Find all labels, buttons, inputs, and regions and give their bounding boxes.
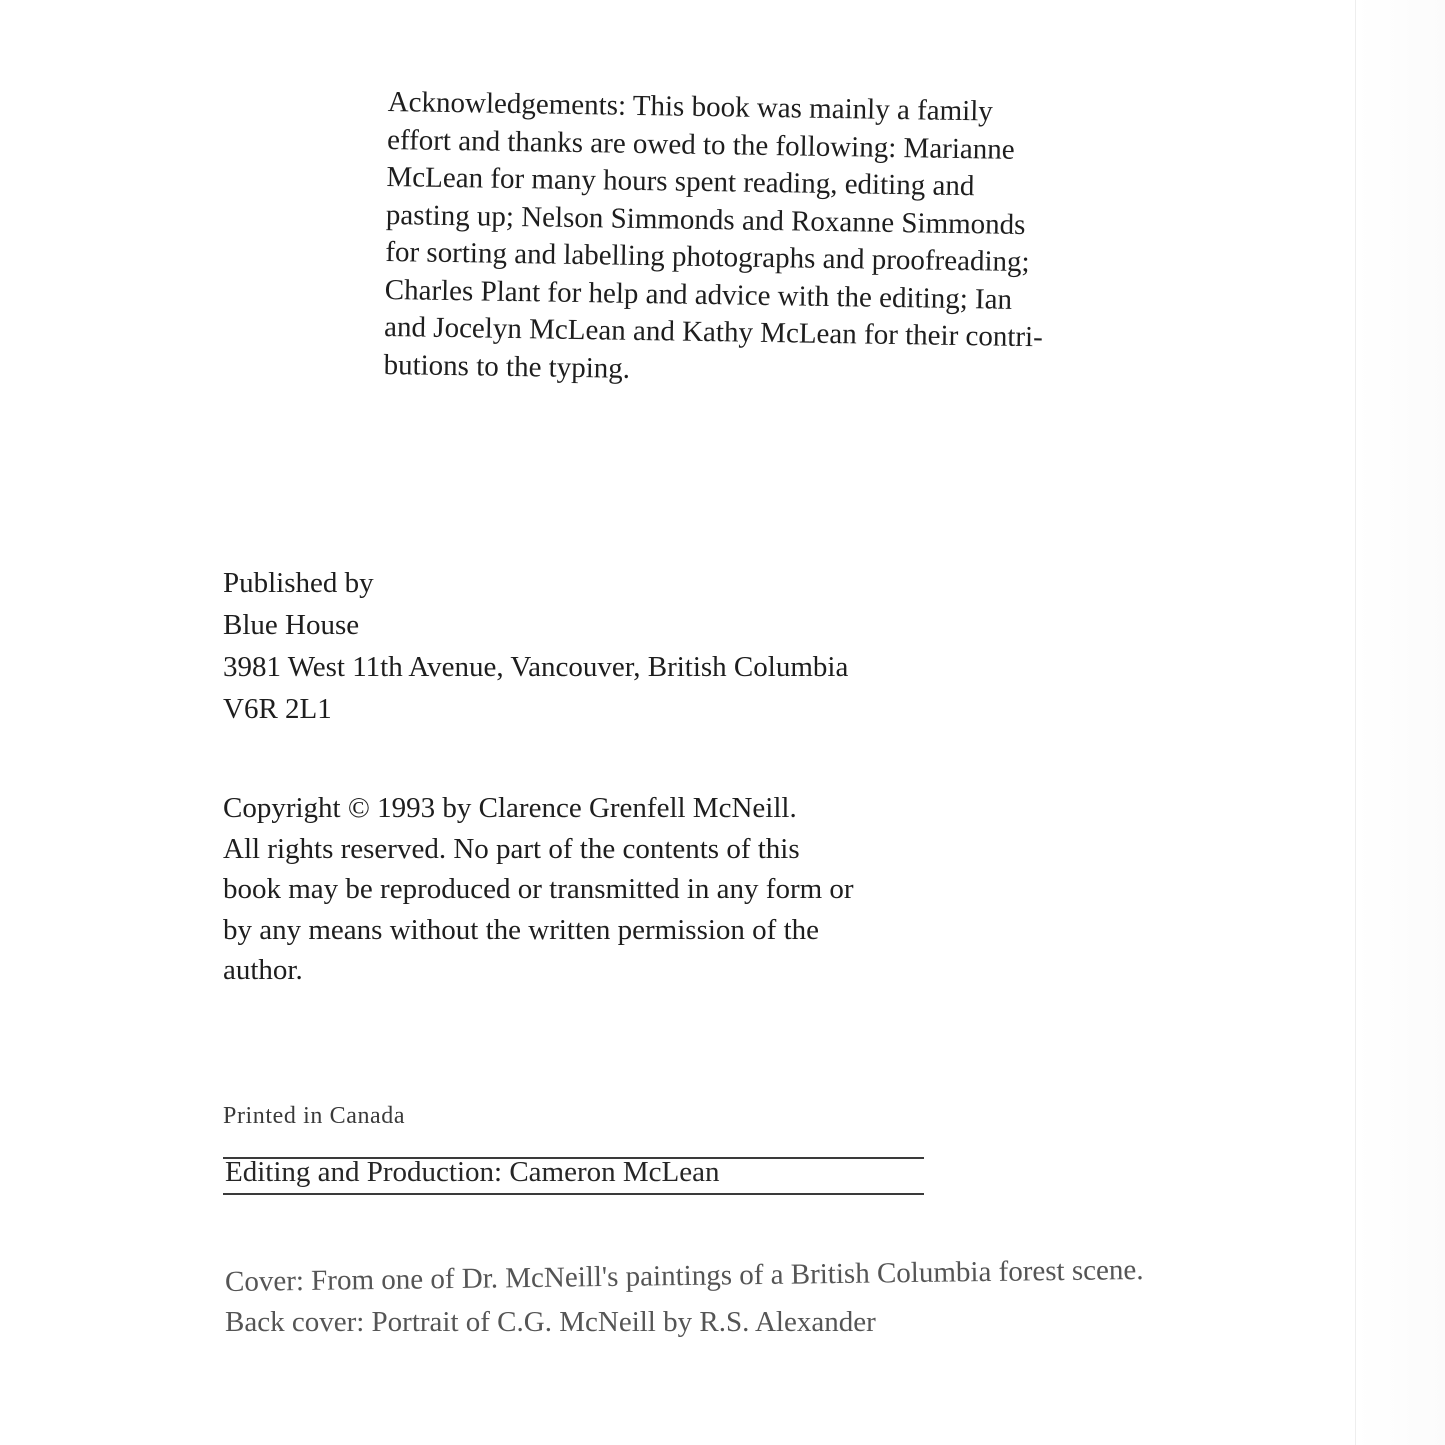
publisher-address: 3981 West 11th Avenue, Vancouver, British Columbia [223,651,849,683]
page-edge [1355,0,1445,1445]
acknowledgements-line: McLean for many hours spent reading, editing and [386,160,975,203]
acknowledgements-line: effort and thanks are owed to the following: Marianne [386,123,1015,166]
acknowledgements-line: butions to the typing. [383,348,631,385]
publisher-block [223,562,848,730]
copyright-line: Copyright © 1993 by Clarence Grenfell McNeill. [223,792,797,824]
publisher-name: Blue House [223,609,360,641]
acknowledgements-line: pasting up; Nelson Simmonds and Roxanne Simmonds [385,198,1026,241]
page-edge-line [1355,0,1356,1445]
acknowledgements-line: Charles Plant for help and advice with the editing; Ian [384,273,1013,316]
acknowledgements-line: Acknowledgements: This book was mainly a family [387,85,994,128]
acknowledgements-line: for sorting and labelling photographs and proofreading; [385,235,1030,279]
editing-credit: Editing and Production: Cameron McLean [225,1156,720,1188]
cover-credit: Cover: From one of Dr. McNeill's paintings of a British Columbia forest scene. [224,1253,1144,1298]
published-by-label: Published by [223,567,374,599]
copyright-block [223,788,854,991]
back-cover-credit: Back cover: Portrait of C.G. McNeill by R.S. Alexander [225,1306,876,1338]
acknowledgements-line: and Jocelyn McLean and Kathy McLean for their contri- [383,310,1044,354]
copyright-line: book may be reproduced or transmitted in any form or [223,873,854,905]
acknowledgements-paragraph [383,84,1118,395]
copyright-line: All rights reserved. No part of the contents of this [223,832,800,865]
printed-in-label: Printed in Canada [223,1103,406,1129]
divider-bottom [223,1193,924,1195]
publisher-postal-code: V6R 2L1 [223,693,332,725]
copyright-line: author. [223,954,303,986]
copyright-line: by any means without the written permission of the [223,913,820,946]
cover-credits [224,1253,1144,1342]
